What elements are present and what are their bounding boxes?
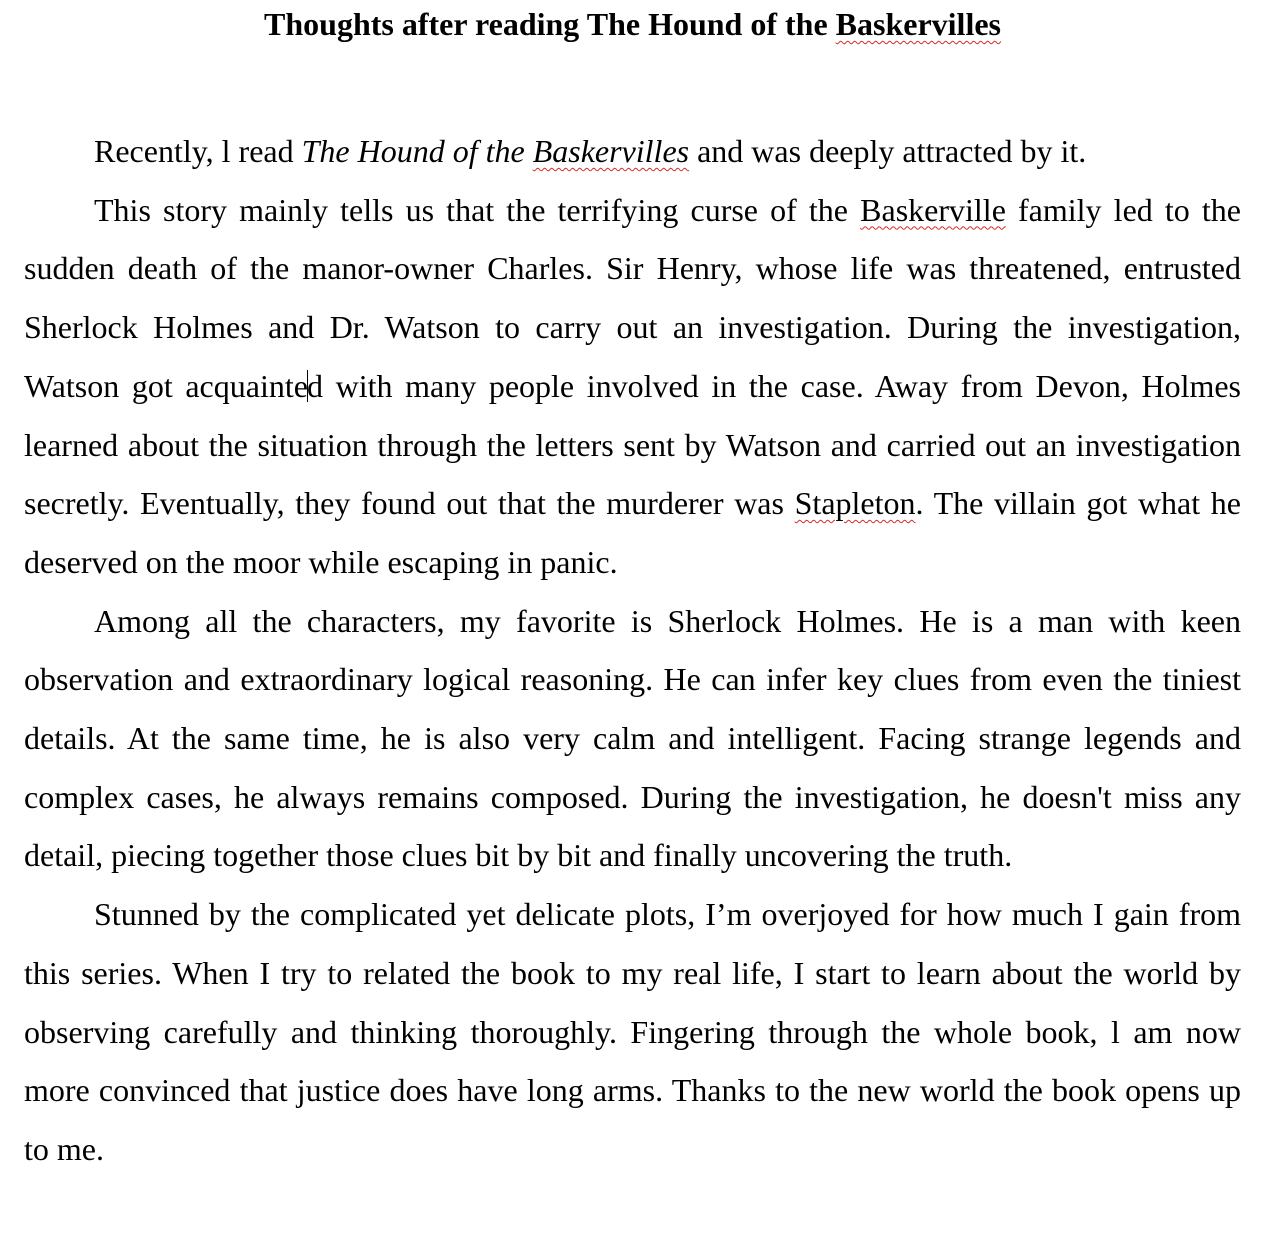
- paragraph-text: d with many people involved in the case. Away from Devon, Holmes learned about the situation through the letters sent by Watson and carried out an investigation secretly. Eventually, they found out that the murderer was: [24, 367, 1242, 522]
- document-page[interactable]: [24, 0, 1241, 1179]
- paragraph-intro[interactable]: [24, 122, 1241, 181]
- paragraph-conclusion[interactable]: Stunned by the complicated yet delicate plots, I’m overjoyed for how much I gain from this series. When I try to related the book to my real life, I start to learn about the world by observing carefully and thinking thoroughly. Fingering through the whole book, l am now more convinced that justice does have long arms. Thanks to the new world the book opens up to me.: [24, 896, 1241, 1167]
- spellcheck-flagged-word[interactable]: Baskervilles: [835, 6, 1001, 42]
- paragraph-text: This story mainly tells us that the terrifying curse of the: [94, 191, 861, 228]
- paragraph-summary[interactable]: [24, 181, 1241, 592]
- paragraph-text: and was deeply attracted by it.: [689, 133, 1087, 169]
- book-title: [302, 133, 689, 169]
- spellcheck-flagged-word[interactable]: Baskervilles: [532, 133, 690, 169]
- spellcheck-flagged-word[interactable]: Baskerville: [860, 191, 1006, 228]
- document-body[interactable]: [24, 122, 1241, 1179]
- spellcheck-flagged-word[interactable]: Stapleton: [794, 485, 916, 522]
- paragraph-text: . The villain got what he deserved on the moor while escaping in panic.: [24, 485, 1242, 580]
- paragraph-text: Recently, l read: [94, 133, 302, 169]
- document-title: [24, 0, 1241, 44]
- paragraph-favorite-character[interactable]: Among all the characters, my favorite is Sherlock Holmes. He is a man with keen observation and extraordinary logical reasoning. He can infer key clues from even the tiniest details. At the same time, he is also very calm and intelligent. Facing strange legends and complex cases, he always remains composed. During the investigation, he doesn't miss any detail, piecing together those clues bit by bit and finally uncovering the truth.: [24, 602, 1241, 874]
- paragraph-text: family led to the sudden death of the manor-owner Charles. Sir Henry, whose life was threatened, entrusted Sherlock Holmes and Dr. Watson to carry out an investigation. During the investigation, Watson got acquainte: [24, 191, 1242, 404]
- book-title-text: The Hound of the: [301, 133, 533, 169]
- title-text: Thoughts after reading The Hound of the: [264, 6, 836, 42]
